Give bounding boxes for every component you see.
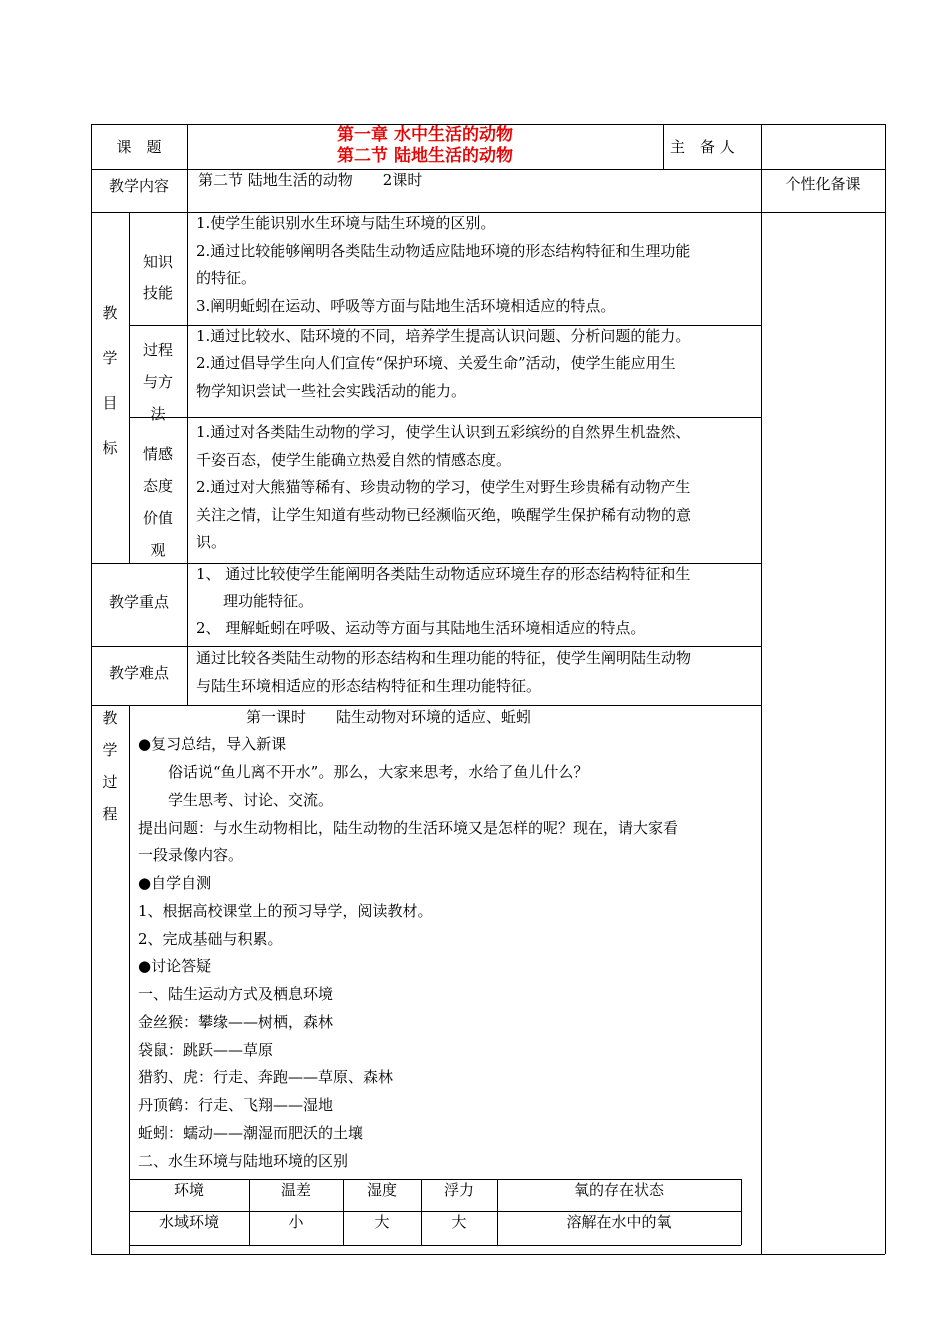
process-line: ●自学自测 (138, 874, 212, 892)
table-border-bottom (91, 1254, 885, 1255)
process-line: 1、根据高校课堂上的预习导学，阅读教材。 (138, 902, 433, 920)
emotion-label-2: 态度 (142, 477, 173, 495)
emotion-line: 1.通过对各类陆生动物的学习，使学生认识到五彩缤纷的自然界生机盎然、 (196, 423, 691, 441)
knowledge-label-2: 技能 (142, 284, 173, 302)
emotion-line: 关注之情，让学生知道有些动物已经濒临灭绝，唤醒学生保护稀有动物的意 (196, 506, 692, 524)
process-line: 提出问题：与水生动物相比，陆生动物的生活环境又是怎样的呢？现在，请大家看 (138, 819, 679, 837)
knowledge-line: 的特征。 (196, 269, 257, 287)
process-label-2: 与方 (142, 373, 173, 391)
col-divider (129, 705, 130, 1254)
topic-label: 课 题 (116, 138, 162, 156)
table-header-cell: 氧的存在状态 (573, 1181, 664, 1199)
process-line: ●讨论答疑 (138, 957, 212, 975)
process-section-label: 教 学 过 程 (102, 709, 118, 823)
emotion-label-4: 观 (150, 541, 166, 559)
key-point-line: 理功能特征。 (223, 592, 314, 610)
personal-notes-label: 个性化备课 (785, 175, 861, 193)
process-line: 2.通过倡导学生向人们宣传“保护环境、关爱生命”活动，使学生能应用生 (196, 354, 676, 372)
knowledge-line: 3.阐明蚯蚓在运动、呼吸等方面与陆地生活环境相适应的特点。 (196, 297, 616, 315)
emotion-label-1: 情感 (142, 445, 173, 463)
objectives-label: 教 学 目 标 (102, 304, 118, 457)
table-cell: 溶解在水中的氧 (566, 1213, 672, 1231)
inner-table-bottom (129, 1245, 741, 1246)
knowledge-line: 1.使学生能识别水生环境与陆生环境的区别。 (196, 214, 496, 232)
content-label: 教学内容 (108, 177, 169, 195)
key-points-label: 教学重点 (108, 593, 169, 611)
emotion-line: 2.通过对大熊猫等稀有、珍贵动物的学习，使学生对野生珍贵稀有动物产生 (196, 478, 691, 496)
title-line-1: 第一章 水中生活的动物 (337, 125, 513, 145)
knowledge-label-1: 知识 (142, 253, 173, 271)
process-line: 物学知识尝试一些社会实践活动的能力。 (196, 382, 467, 400)
process-line: 蚯蚓：蠕动——潮湿而肥沃的土壤 (138, 1124, 364, 1142)
row-divider (129, 417, 761, 418)
process-line: 二、水生环境与陆地环境的区别 (138, 1152, 349, 1170)
process-line: 猎豹、虎：行走、奔跑——草原、森林 (138, 1068, 394, 1086)
difficulties-label: 教学难点 (108, 664, 169, 682)
title-line-2: 第二节 陆地生活的动物 (337, 146, 513, 166)
process-line: 2、完成基础与积累。 (138, 930, 283, 948)
process-line: 1.通过比较水、陆环境的不同，培养学生提高认识问题、分析问题的能力。 (196, 327, 691, 345)
knowledge-line: 2.通过比较能够阐明各类陆生动物适应陆地环境的形态结构特征和生理功能 (196, 242, 691, 260)
table-cell: 大 (451, 1213, 467, 1231)
process-line: 学生思考、讨论、交流。 (138, 791, 334, 809)
col-divider (187, 212, 188, 705)
process-label-3: 法 (150, 405, 166, 423)
process-label-1: 过程 (142, 341, 173, 359)
difficulty-line: 与陆生环境相适应的形态结构特征和生理功能特征。 (196, 677, 542, 695)
process-line: 俗话说“鱼儿离不开水”。那么，大家来思考，水给了鱼儿什么？ (138, 763, 589, 781)
process-line: 一段录像内容。 (138, 846, 244, 864)
process-line: 一、陆生运动方式及栖息环境 (138, 985, 334, 1003)
table-header-cell: 浮力 (443, 1181, 474, 1199)
row-divider (91, 646, 761, 647)
emotion-label-3: 价值 (142, 509, 173, 527)
difficulty-line: 通过比较各类陆生动物的形态结构和生理功能的特征，使学生阐明陆生动物 (196, 649, 692, 667)
col-divider (663, 124, 664, 169)
key-point-line: 1、 通过比较使学生能阐明各类陆生动物适应环境生存的形态结构特征和生 (196, 565, 691, 583)
table-header-cell: 温差 (280, 1181, 311, 1199)
table-cell: 小 (288, 1213, 304, 1231)
table-border-right (885, 124, 886, 1254)
table-cell: 大 (374, 1213, 390, 1231)
col-divider (761, 124, 762, 1254)
table-header-cell: 湿度 (366, 1181, 397, 1199)
key-point-line: 2、 理解蚯蚓在呼吸、运动等方面与其陆地生活环境相适应的特点。 (196, 619, 646, 637)
row-divider (91, 705, 761, 706)
content-value: 第二节 陆地生活的动物 2课时 (198, 171, 423, 189)
lesson-heading: 第一课时 陆生动物对环境的适应、蚯蚓 (246, 708, 532, 726)
table-border-left (91, 124, 92, 1254)
table-cell: 水域环境 (158, 1213, 219, 1231)
process-line: ●复习总结，导入新课 (138, 735, 287, 753)
process-line: 金丝猴：攀缘——树栖，森林 (138, 1013, 334, 1031)
preparer-label: 主 备 人 (670, 138, 735, 156)
process-line: 丹顶鹤：行走、飞翔——湿地 (138, 1096, 334, 1114)
inner-table-right (741, 1179, 742, 1245)
process-line: 袋鼠：跳跃——草原 (138, 1041, 274, 1059)
emotion-line: 千姿百态，使学生能确立热爱自然的情感态度。 (196, 451, 512, 469)
emotion-line: 识。 (196, 533, 227, 551)
table-header-cell: 环境 (173, 1181, 204, 1199)
